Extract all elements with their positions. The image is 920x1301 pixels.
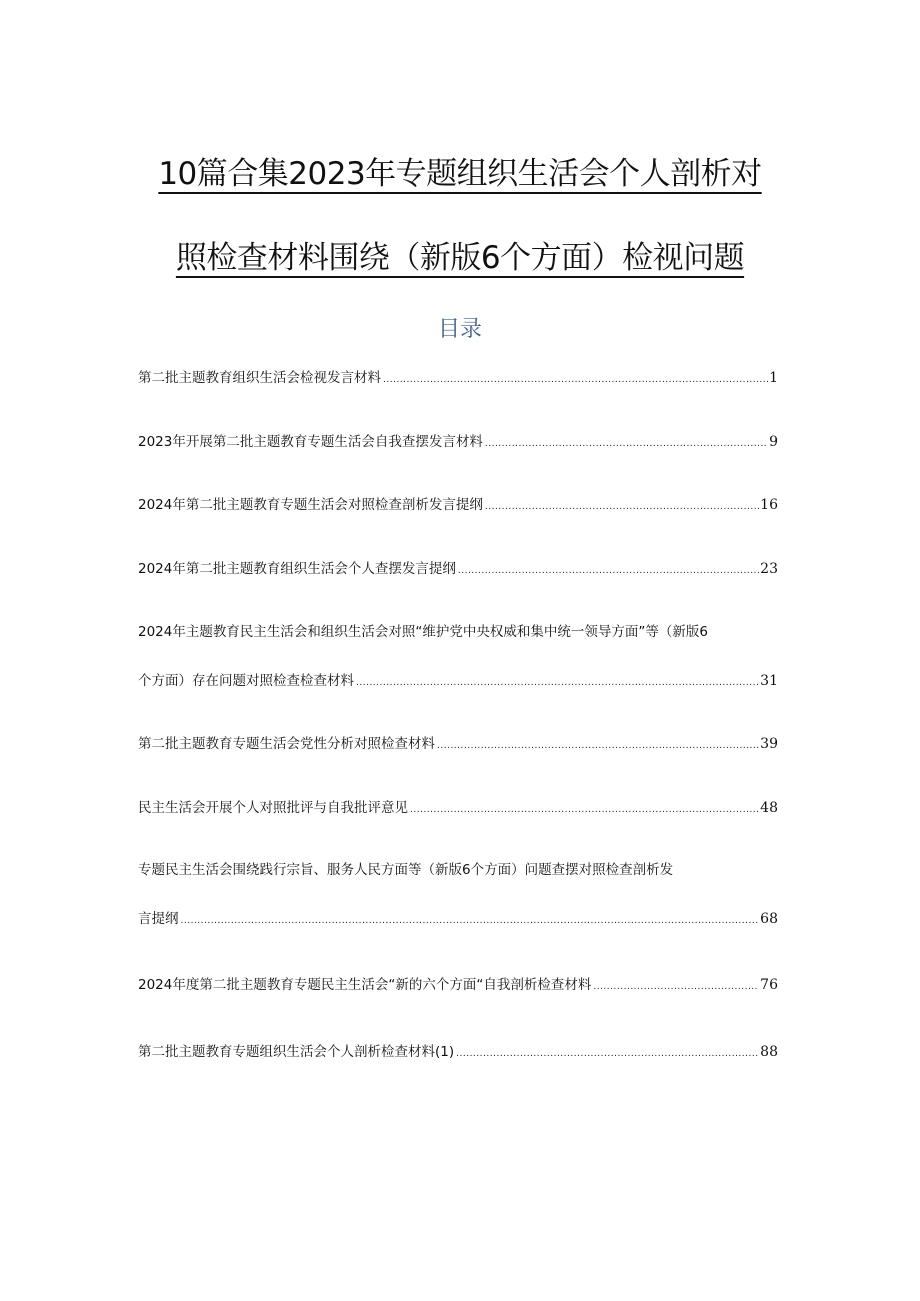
toc-leader-dots — [383, 370, 768, 390]
document-title-line-2: 照检查材料围绕（新版6个方面）检视问题 — [175, 240, 745, 276]
toc-entry-page: 16 — [760, 497, 778, 513]
toc-entry-title: 第二批主题教育专题生活会党性分析对照检查材料 — [138, 736, 435, 752]
toc-entry-title-line-1[interactable]: 专题民主生活会围绕践行宗旨、服务人民方面等（新版6个方面）问题查摆对照检查剖析发 — [138, 862, 674, 878]
toc-entry[interactable] — [138, 798, 778, 820]
toc-entry-title: 2023年开展第二批主题教育专题生活会自我查摆发言材料 — [138, 434, 483, 450]
toc-entry-page: 88 — [760, 1044, 778, 1060]
toc-entry[interactable] — [138, 368, 778, 390]
toc-entry[interactable] — [138, 975, 778, 997]
toc-entry-page: 76 — [760, 977, 778, 993]
toc-entry-page: 23 — [760, 561, 778, 577]
toc-entry[interactable] — [138, 734, 778, 756]
toc-entry[interactable] — [138, 909, 778, 931]
toc-leader-dots — [458, 561, 759, 581]
document-title-line-1: 10篇合集2023年专题组织生活会个人剖析对 — [158, 156, 762, 192]
toc-entry[interactable] — [138, 559, 778, 581]
toc-entry-title: 言提纲 — [138, 911, 179, 927]
toc-entry-page: 68 — [760, 911, 778, 927]
toc-leader-dots — [356, 673, 759, 693]
toc-entry-page: 39 — [760, 736, 778, 752]
toc-entry-title: 2024年第二批主题教育专题生活会对照检查剖析发言提纲 — [138, 497, 483, 513]
table-of-contents — [138, 0, 778, 1301]
toc-entry[interactable] — [138, 495, 778, 517]
toc-entry-title: 第二批主题教育组织生活会检视发言材料 — [138, 370, 381, 386]
toc-leader-dots — [485, 434, 768, 454]
toc-entry-page: 1 — [769, 370, 778, 386]
toc-heading: 目录 — [437, 317, 482, 342]
toc-entry-title: 2024年第二批主题教育组织生活会个人查摆发言提纲 — [138, 561, 456, 577]
toc-entry-page: 31 — [760, 673, 778, 689]
toc-leader-dots — [593, 977, 759, 997]
toc-entry[interactable] — [138, 432, 778, 454]
toc-entry[interactable] — [138, 1042, 778, 1064]
toc-leader-dots — [181, 911, 760, 931]
toc-entry-title: 2024年度第二批主题教育专题民主生活会“新的六个方面“自我剖析检查材料 — [138, 977, 592, 993]
toc-leader-dots — [410, 800, 759, 820]
toc-entry-title: 个方面）存在问题对照检查检查材料 — [138, 673, 354, 689]
toc-entry-title: 第二批主题教育专题组织生活会个人剖析检查材料(1) — [138, 1044, 455, 1060]
toc-leader-dots — [437, 736, 759, 756]
toc-entry-page: 9 — [769, 434, 778, 450]
toc-entry-page: 48 — [760, 800, 778, 816]
toc-leader-dots — [456, 1044, 759, 1064]
toc-leader-dots — [485, 497, 759, 517]
toc-entry-title: 民主生活会开展个人对照批评与自我批评意见 — [138, 800, 408, 816]
toc-entry-title-line-1[interactable]: 2024年主题教育民主生活会和组织生活会对照“维护党中央权威和集中统一领导方面”等（新版6 — [138, 624, 708, 640]
toc-entry[interactable] — [138, 671, 778, 693]
